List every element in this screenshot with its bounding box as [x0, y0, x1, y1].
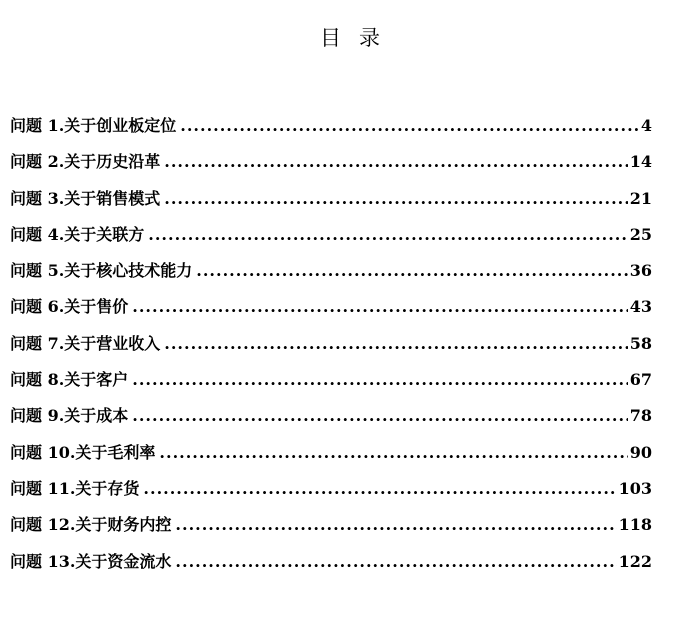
- toc-entry[interactable]: [10, 186, 652, 222]
- toc-page-number: 58: [629, 333, 652, 353]
- toc-page-number: 67: [629, 370, 652, 390]
- toc-entry-label: 问题 9.关于成本: [10, 406, 129, 426]
- toc-entry[interactable]: [10, 476, 652, 512]
- toc-entry-label: 问题 6.关于售价: [10, 297, 129, 317]
- toc-entry[interactable]: [10, 367, 652, 403]
- toc-entry-label: 问题 10.关于毛利率: [10, 442, 156, 462]
- toc-entry[interactable]: [10, 549, 652, 585]
- toc-entry-label: 问题 2.关于历史沿革: [10, 152, 161, 172]
- toc-leader-dots: [132, 406, 627, 425]
- toc-page-number: 90: [629, 442, 652, 462]
- toc-leader-dots: [143, 479, 616, 498]
- toc-entry[interactable]: [10, 440, 652, 476]
- toc-page-number: 21: [629, 188, 652, 208]
- toc-page-number: 78: [629, 406, 652, 426]
- toc-entry[interactable]: [10, 222, 652, 258]
- toc-leader-dots: [164, 189, 627, 208]
- toc-entry-label: 问题 7.关于营业收入: [10, 333, 161, 353]
- toc-entry-label: 问题 3.关于销售模式: [10, 188, 161, 208]
- toc-entry[interactable]: [10, 149, 652, 185]
- toc-page-number: 36: [629, 261, 652, 281]
- toc-entry[interactable]: [10, 331, 652, 367]
- toc-page-number: 122: [618, 551, 652, 571]
- table-of-contents: [10, 113, 652, 585]
- toc-leader-dots: [159, 443, 627, 462]
- toc-entry-label: 问题 5.关于核心技术能力: [10, 261, 193, 281]
- toc-entry[interactable]: [10, 294, 652, 330]
- toc-entry[interactable]: [10, 512, 652, 548]
- page-title: 目录: [320, 26, 398, 50]
- toc-leader-dots: [132, 297, 627, 316]
- toc-entry-label: 问题 11.关于存货: [10, 478, 140, 498]
- toc-entry[interactable]: [10, 403, 652, 439]
- toc-page-number: 43: [629, 297, 652, 317]
- toc-entry-label: 问题 13.关于资金流水: [10, 551, 172, 571]
- toc-page-number: 25: [629, 224, 652, 244]
- toc-entry-label: 问题 12.关于财务内控: [10, 515, 172, 535]
- toc-page-number: 14: [629, 152, 652, 172]
- toc-leader-dots: [196, 261, 627, 280]
- toc-page-number: 118: [618, 515, 652, 535]
- toc-leader-dots: [132, 370, 627, 389]
- toc-entry-label: 问题 1.关于创业板定位: [10, 116, 177, 135]
- toc-page-number: 4: [640, 116, 652, 135]
- toc-entry[interactable]: [10, 258, 652, 294]
- toc-entry-label: 问题 4.关于关联方: [10, 224, 145, 244]
- toc-entry-label: 问题 8.关于客户: [10, 370, 129, 390]
- toc-leader-dots: [164, 152, 627, 171]
- toc-leader-dots: [175, 515, 616, 534]
- toc-leader-dots: [148, 225, 627, 244]
- toc-leader-dots: [180, 116, 639, 135]
- toc-leader-dots: [164, 334, 627, 353]
- toc-page-number: 103: [618, 478, 652, 498]
- toc-leader-dots: [175, 552, 616, 571]
- toc-entry[interactable]: [10, 113, 652, 149]
